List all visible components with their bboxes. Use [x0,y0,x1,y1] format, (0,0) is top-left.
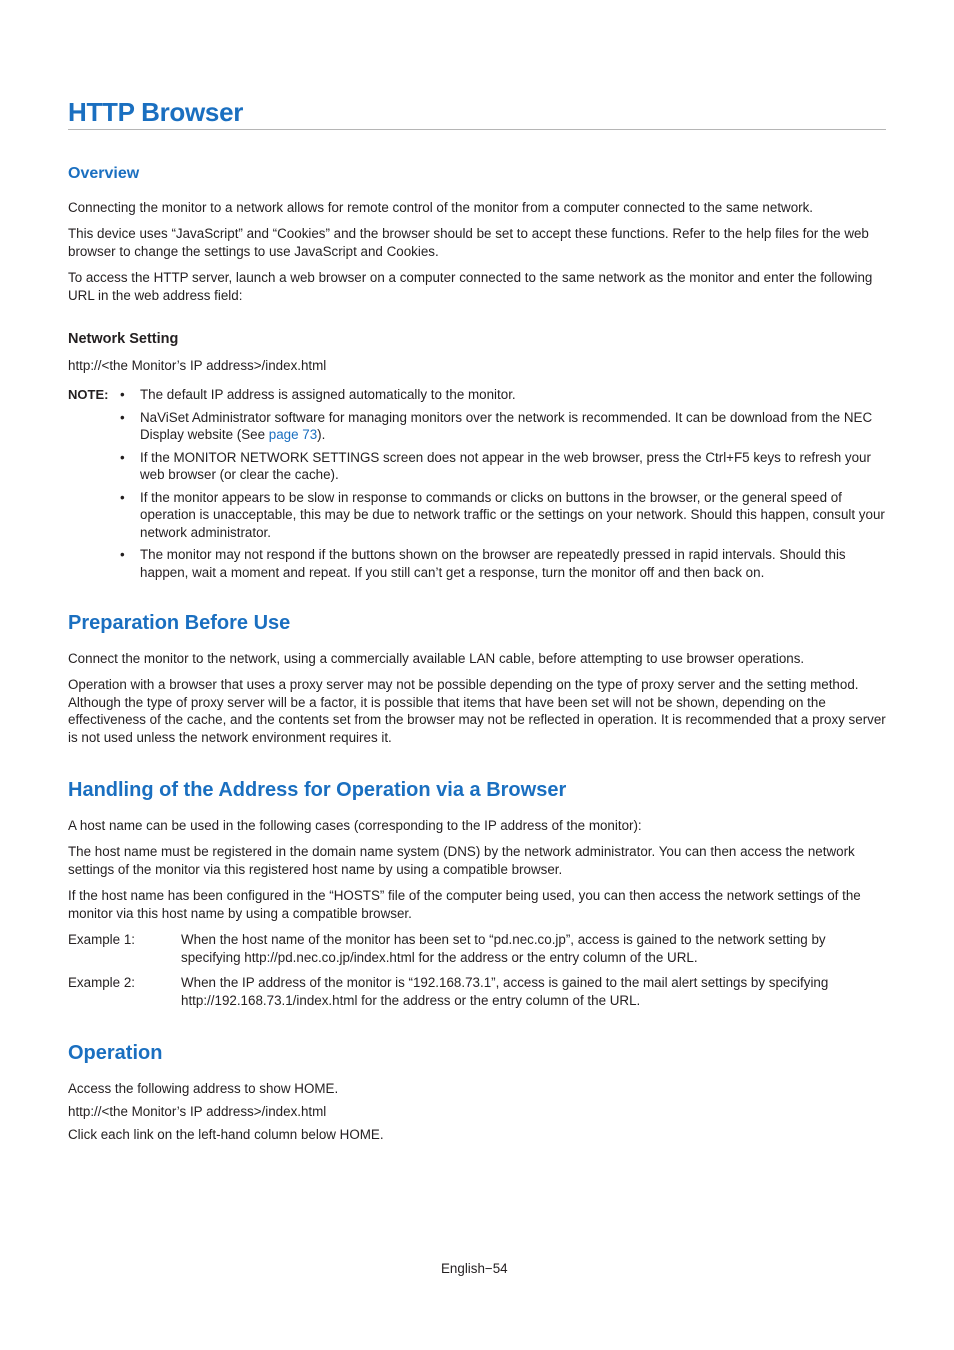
preparation-heading: Preparation Before Use [68,612,291,634]
bullet-icon: • [120,387,125,402]
note-item-5 [120,546,886,581]
handling-heading: Handling of the Address for Operation via a Browser [68,779,567,801]
note-item-text-end: ). [317,427,326,442]
bullet-icon: • [120,409,125,425]
page-title: HTTP Browser [68,97,244,127]
example-1-text: When the host name of the monitor has been set to “pd.nec.co.jp”, access is gained to the network setting by specifying http://pd.nec.co.jp/index.html for the address or the entry column of the URL. [181,932,826,965]
handling-paragraph-2: The host name must be registered in the domain name system (DNS) by the network administrator. You can then access the network settings of the monitor via this registered host name by using a compatible browser. [68,844,855,877]
note-item-1 [120,386,886,404]
title-divider [68,129,886,130]
note-label: NOTE: [68,387,109,402]
operation-paragraph-1: Access the following address to show HOME. [68,1081,339,1096]
preparation-paragraph-1: Connect the monitor to the network, using a commercially available LAN cable, before attempting to use browser operations. [68,651,805,666]
overview-paragraph-2: This device uses “JavaScript” and “Cookies” and the browser should be set to accept these functions. Refer to the help files for the web browser to change the settings to use JavaScript and Cookies. [68,226,869,259]
page-number: English−54 [441,1261,508,1276]
preparation-paragraph-2: Operation with a browser that uses a proxy server may not be possible depending on the type of proxy server and the setting method. Although the type of proxy server will be a factor, it is possible that items that have been set will not be shown, depending on the effectiveness of the cache, and the contents set from the browser may not be reflected in operation. It is recommended that a proxy server is not used unless the network environment requires it. [68,677,886,745]
handling-paragraph-1: A host name can be used in the following cases (corresponding to the IP address of the monitor): [68,818,642,833]
overview-paragraph-3: To access the HTTP server, launch a web browser on a computer connected to the same network as the monitor and enter the following URL in the web address field: [68,270,873,303]
note-item-4 [120,489,886,542]
note-item-text: The default IP address is assigned automatically to the monitor. [140,387,516,402]
note-item-text: The monitor may not respond if the buttons shown on the browser are repeatedly pressed in rapid intervals. Should this happen, wait a moment and repeat. If you still can’t get a response, turn the monitor off and then back on. [140,547,846,580]
note-item-text: If the MONITOR NETWORK SETTINGS screen does not appear in the web browser, press the Ctrl+F5 keys to refresh your web browser (or clear the cache). [140,449,871,482]
note-item-text: NaViSet Administrator software for managing monitors over the network is recommended. It can be download from the NEC Display website (See [140,409,873,442]
note-item-text: If the monitor appears to be slow in response to commands or clicks on buttons in the browser, or the general speed of operation is unacceptable, this may be due to network traffic or the settings on your network. Should this happen, consult your network administrator. [140,489,885,540]
page-73-link[interactable]: page 73 [268,427,318,442]
operation-heading: Operation [68,1042,163,1064]
note-list [120,386,886,586]
network-setting-heading: Network Setting [68,331,179,347]
note-item-2 [120,409,886,444]
example-1-label: Example 1: [68,932,135,947]
operation-paragraph-3: Click each link on the left-hand column below HOME. [68,1127,384,1142]
example-2-label: Example 2: [68,975,135,990]
example-2-text: When the IP address of the monitor is “192.168.73.1”, access is gained to the mail alert settings by specifying http://192.168.73.1/index.html for the address or the entry column of the URL. [181,975,829,1008]
bullet-icon: • [120,489,125,505]
bullet-icon: • [120,547,125,562]
network-setting-url: http://<the Monitor’s IP address>/index.html [68,358,327,373]
handling-paragraph-3: If the host name has been configured in the “HOSTS” file of the computer being used, you can then access the network settings of the monitor via this host name by using a compatible browser. [68,888,861,921]
operation-url: http://<the Monitor’s IP address>/index.html [68,1104,327,1119]
overview-paragraph-1: Connecting the monitor to a network allows for remote control of the monitor from a computer connected to the same network. [68,200,814,215]
bullet-icon: • [120,449,125,465]
overview-heading: Overview [68,165,140,182]
note-item-3 [120,449,886,484]
